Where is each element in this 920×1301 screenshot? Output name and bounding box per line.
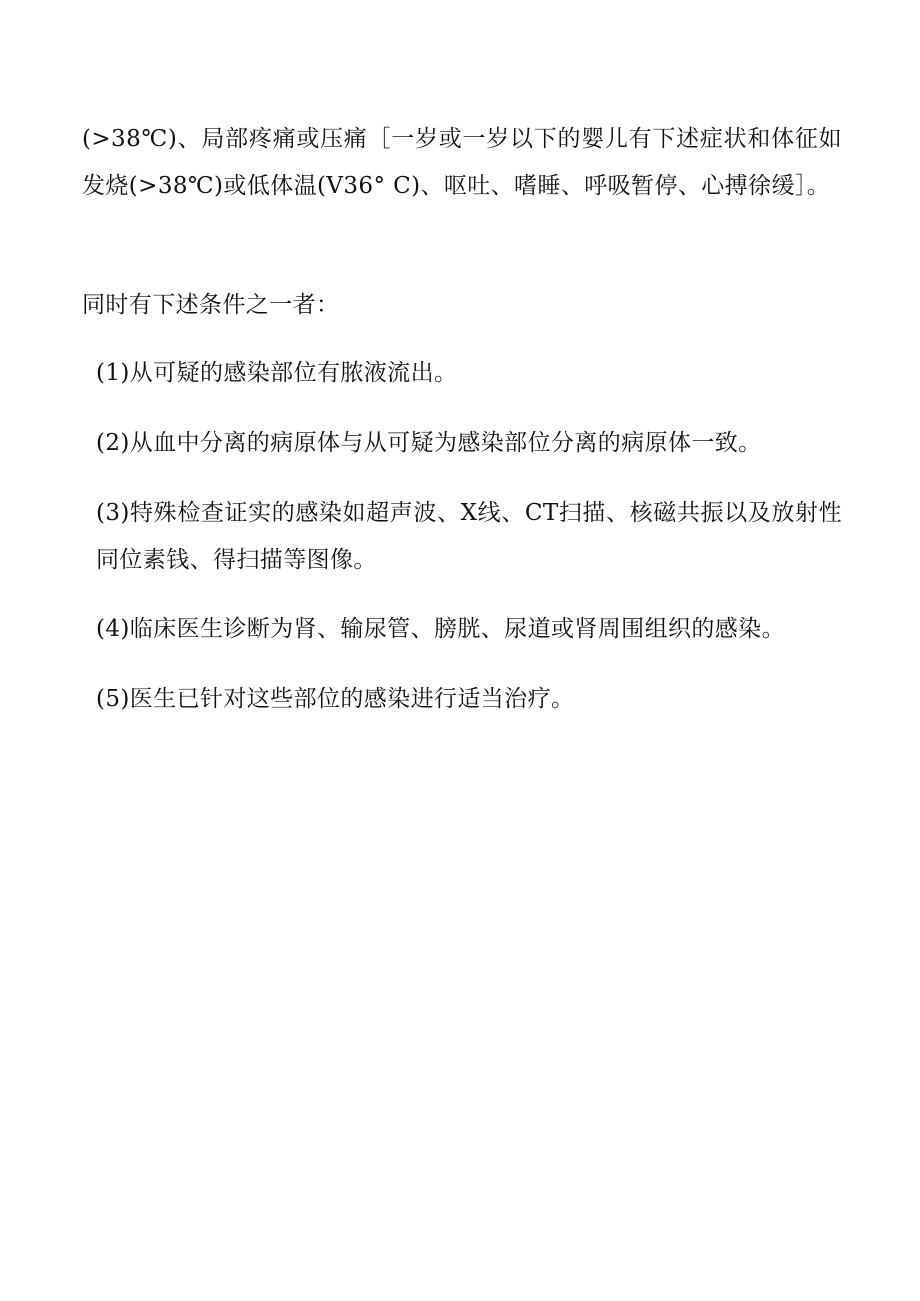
list-item-1: (1)从可疑的感染部位有脓液流出。: [96, 360, 458, 386]
list-item-4: (4)临床医生诊断为肾、输尿管、膀胱、尿道或肾周围组织的感染。: [96, 616, 785, 642]
list-item-3: (3)特殊检查证实的感染如超声波、X线、CT扫描、核磁共振以及放射性同位素钱、得扫描等图像。: [96, 500, 842, 573]
condition-heading: 同时有下述条件之一者：: [82, 292, 340, 318]
list-item-5: (5)医生已针对这些部位的感染进行适当治疗。: [96, 686, 575, 712]
intro-paragraph: (>38℃)、局部疼痛或压痛［一岁或一岁以下的婴儿有下述症状和体征如发烧(>38℃)或低体温(V36° C)、呕吐、嗜睡、呼吸暂停、心搏徐缓］。: [82, 126, 842, 199]
list-item-2: (2)从血中分离的病原体与从可疑为感染部位分离的病原体一致。: [96, 430, 762, 456]
